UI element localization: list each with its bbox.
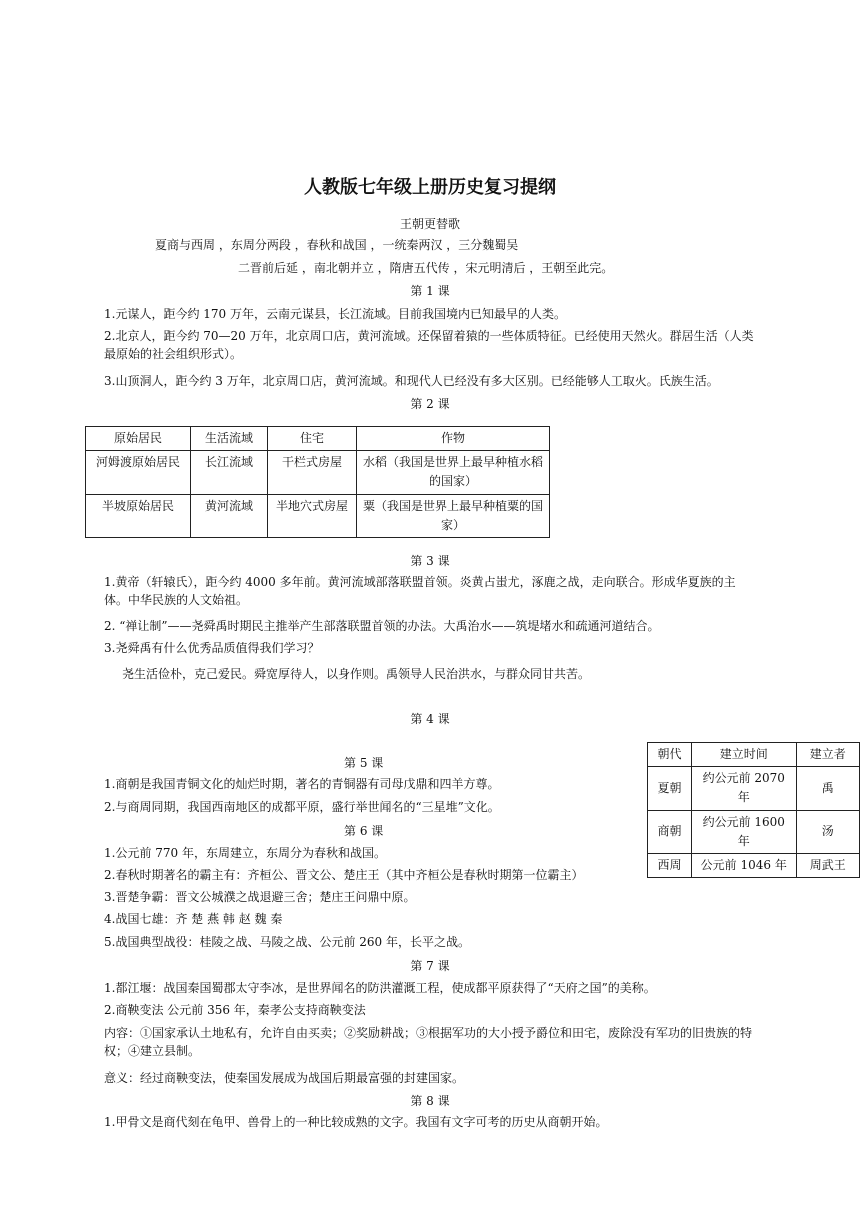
lesson-8-heading: 第 8 课 xyxy=(410,1094,450,1108)
lesson-7-item-2: 2.商鞅变法 公元前 356 年，秦孝公支持商鞅变法 xyxy=(104,1003,366,1017)
table-header-cell: 建立时间 xyxy=(692,743,797,767)
table-cell: 商朝 xyxy=(648,810,692,853)
song-line-1: 夏商与西周 ，东周分两段 ，春秋和战国 ，一统秦两汉 ，三分魏蜀吴 xyxy=(155,238,519,252)
table-header-cell: 原始居民 xyxy=(86,427,191,451)
lesson-6-heading: 第 6 课 xyxy=(344,824,384,838)
lesson-7-item-1: 1.都江堰：战国秦国蜀郡太守李冰，是世界闻名的防洪灌溉工程，使成都平原获得了“天府之国”的美称。 xyxy=(104,981,656,995)
table-header-row xyxy=(86,427,550,451)
table-cell: 夏朝 xyxy=(648,767,692,810)
lesson-1-item-1: 1.元谋人，距今约 170 万年，云南元谋县，长江流域。目前我国境内已知最早的人类。 xyxy=(104,307,566,321)
table-cell: 约公元前 1600 年 xyxy=(692,810,797,853)
table-header-row xyxy=(648,743,860,767)
song-line-2: 二晋前后延 ，南北朝并立 ，隋唐五代传 ，宋元明清后 ，王朝至此完。 xyxy=(238,261,614,275)
table-cell: 黄河流域 xyxy=(191,494,268,537)
table-cell: 汤 xyxy=(796,810,859,853)
table-cell: 周武王 xyxy=(796,853,859,877)
table-cell: 半地穴式房屋 xyxy=(268,494,357,537)
lesson-6-item-1: 1.公元前 770 年，东周建立，东周分为春秋和战国。 xyxy=(104,846,386,860)
lesson-3-heading: 第 3 课 xyxy=(410,554,450,568)
table-cell: 约公元前 2070 年 xyxy=(692,767,797,810)
lesson-6-item-2: 2.春秋时期著名的霸主有：齐桓公、晋文公、楚庄王（其中齐桓公是春秋时期第一位霸主） xyxy=(104,868,584,882)
lesson-1-item-2: 2.北京人，距今约 70—20 万年，北京周口店，黄河流域。还保留着猿的一些体质特征。已经使用天然火。群居生活（人类最原始的社会组织形式）。 xyxy=(104,329,754,361)
table-cell: 长江流域 xyxy=(191,451,268,494)
table-row xyxy=(86,451,550,494)
lesson-7-significance: 意义：经过商鞅变法，使秦国发展成为战国后期最富强的封建国家。 xyxy=(104,1071,465,1085)
lesson-3-item-3: 3.尧舜禹有什么优秀品质值得我们学习？ xyxy=(104,641,320,655)
lesson-2-heading: 第 2 课 xyxy=(410,397,450,411)
lesson-7-content: 内容：①国家承认土地私有，允许自由买卖；②奖励耕战；③根据军功的大小授予爵位和田宅，废除没有军功的旧贵族的特权；④建立县制。 xyxy=(104,1026,753,1058)
table-header-cell: 住宅 xyxy=(268,427,357,451)
lesson-3-answer: 尧生活俭朴，克己爱民。舜宽厚待人，以身作则。禹领导人民治洪水，与群众同甘共苦。 xyxy=(122,667,591,681)
lesson-8-item-1: 1.甲骨文是商代刻在龟甲、兽骨上的一种比较成熟的文字。我国有文字可考的历史从商朝开始。 xyxy=(104,1115,608,1129)
lesson-5-item-1: 1.商朝是我国青铜文化的灿烂时期，著名的青铜器有司母戊鼎和四羊方尊。 xyxy=(104,777,500,791)
lesson-6-item-4: 4.战国七雄：齐 楚 燕 韩 赵 魏 秦 xyxy=(104,912,283,926)
song-heading: 王朝更替歌 xyxy=(399,217,460,231)
lesson-1-item-3: 3.山顶洞人，距今约 3 万年，北京周口店，黄河流域。和现代人已经没有多大区别。已经能够人工取火。氏族生活。 xyxy=(104,374,719,388)
table-cell: 禹 xyxy=(796,767,859,810)
lesson-3-item-2: 2. “禅让制”——尧舜禹时期民主推举产生部落联盟首领的办法。大禹治水——筑堤堵水和疏通河道结合。 xyxy=(104,619,660,633)
residents-table xyxy=(85,426,550,538)
lesson-1-heading: 第 1 课 xyxy=(410,284,450,298)
table-header-cell: 朝代 xyxy=(648,743,692,767)
table-cell: 粟（我国是世界上最早种植粟的国家） xyxy=(357,494,550,537)
table-cell: 西周 xyxy=(648,853,692,877)
table-header-cell: 作物 xyxy=(357,427,550,451)
lesson-3-item-1: 1.黄帝（轩辕氏），距今约 4000 多年前。黄河流域部落联盟首领。炎黄占蚩尤，涿鹿之战，走向联合。形成华夏族的主体。中华民族的人文始祖。 xyxy=(104,575,736,607)
lesson-5-heading: 第 5 课 xyxy=(344,756,384,770)
table-header-cell: 生活流域 xyxy=(191,427,268,451)
lesson-6-item-5: 5.战国典型战役：桂陵之战、马陵之战、公元前 260 年，长平之战。 xyxy=(104,935,470,949)
table-cell: 水稻（我国是世界上最早种植水稻的国家） xyxy=(357,451,550,494)
lesson-5-item-2: 2.与商周同期，我国西南地区的成都平原，盛行举世闻名的“三星堆”文化。 xyxy=(104,800,500,814)
table-header-cell: 建立者 xyxy=(796,743,859,767)
table-cell: 河姆渡原始居民 xyxy=(86,451,191,494)
lesson-6-item-3: 3.晋楚争霸：晋文公城濮之战退避三舍；楚庄王问鼎中原。 xyxy=(104,890,416,904)
lesson-7-heading: 第 7 课 xyxy=(410,959,450,973)
table-row xyxy=(86,494,550,537)
table-cell: 干栏式房屋 xyxy=(268,451,357,494)
lesson-4-heading: 第 4 课 xyxy=(410,712,450,726)
table-cell: 公元前 1046 年 xyxy=(692,853,797,877)
page-title: 人教版七年级上册历史复习提纲 xyxy=(304,177,556,198)
table-cell: 半坡原始居民 xyxy=(86,494,191,537)
